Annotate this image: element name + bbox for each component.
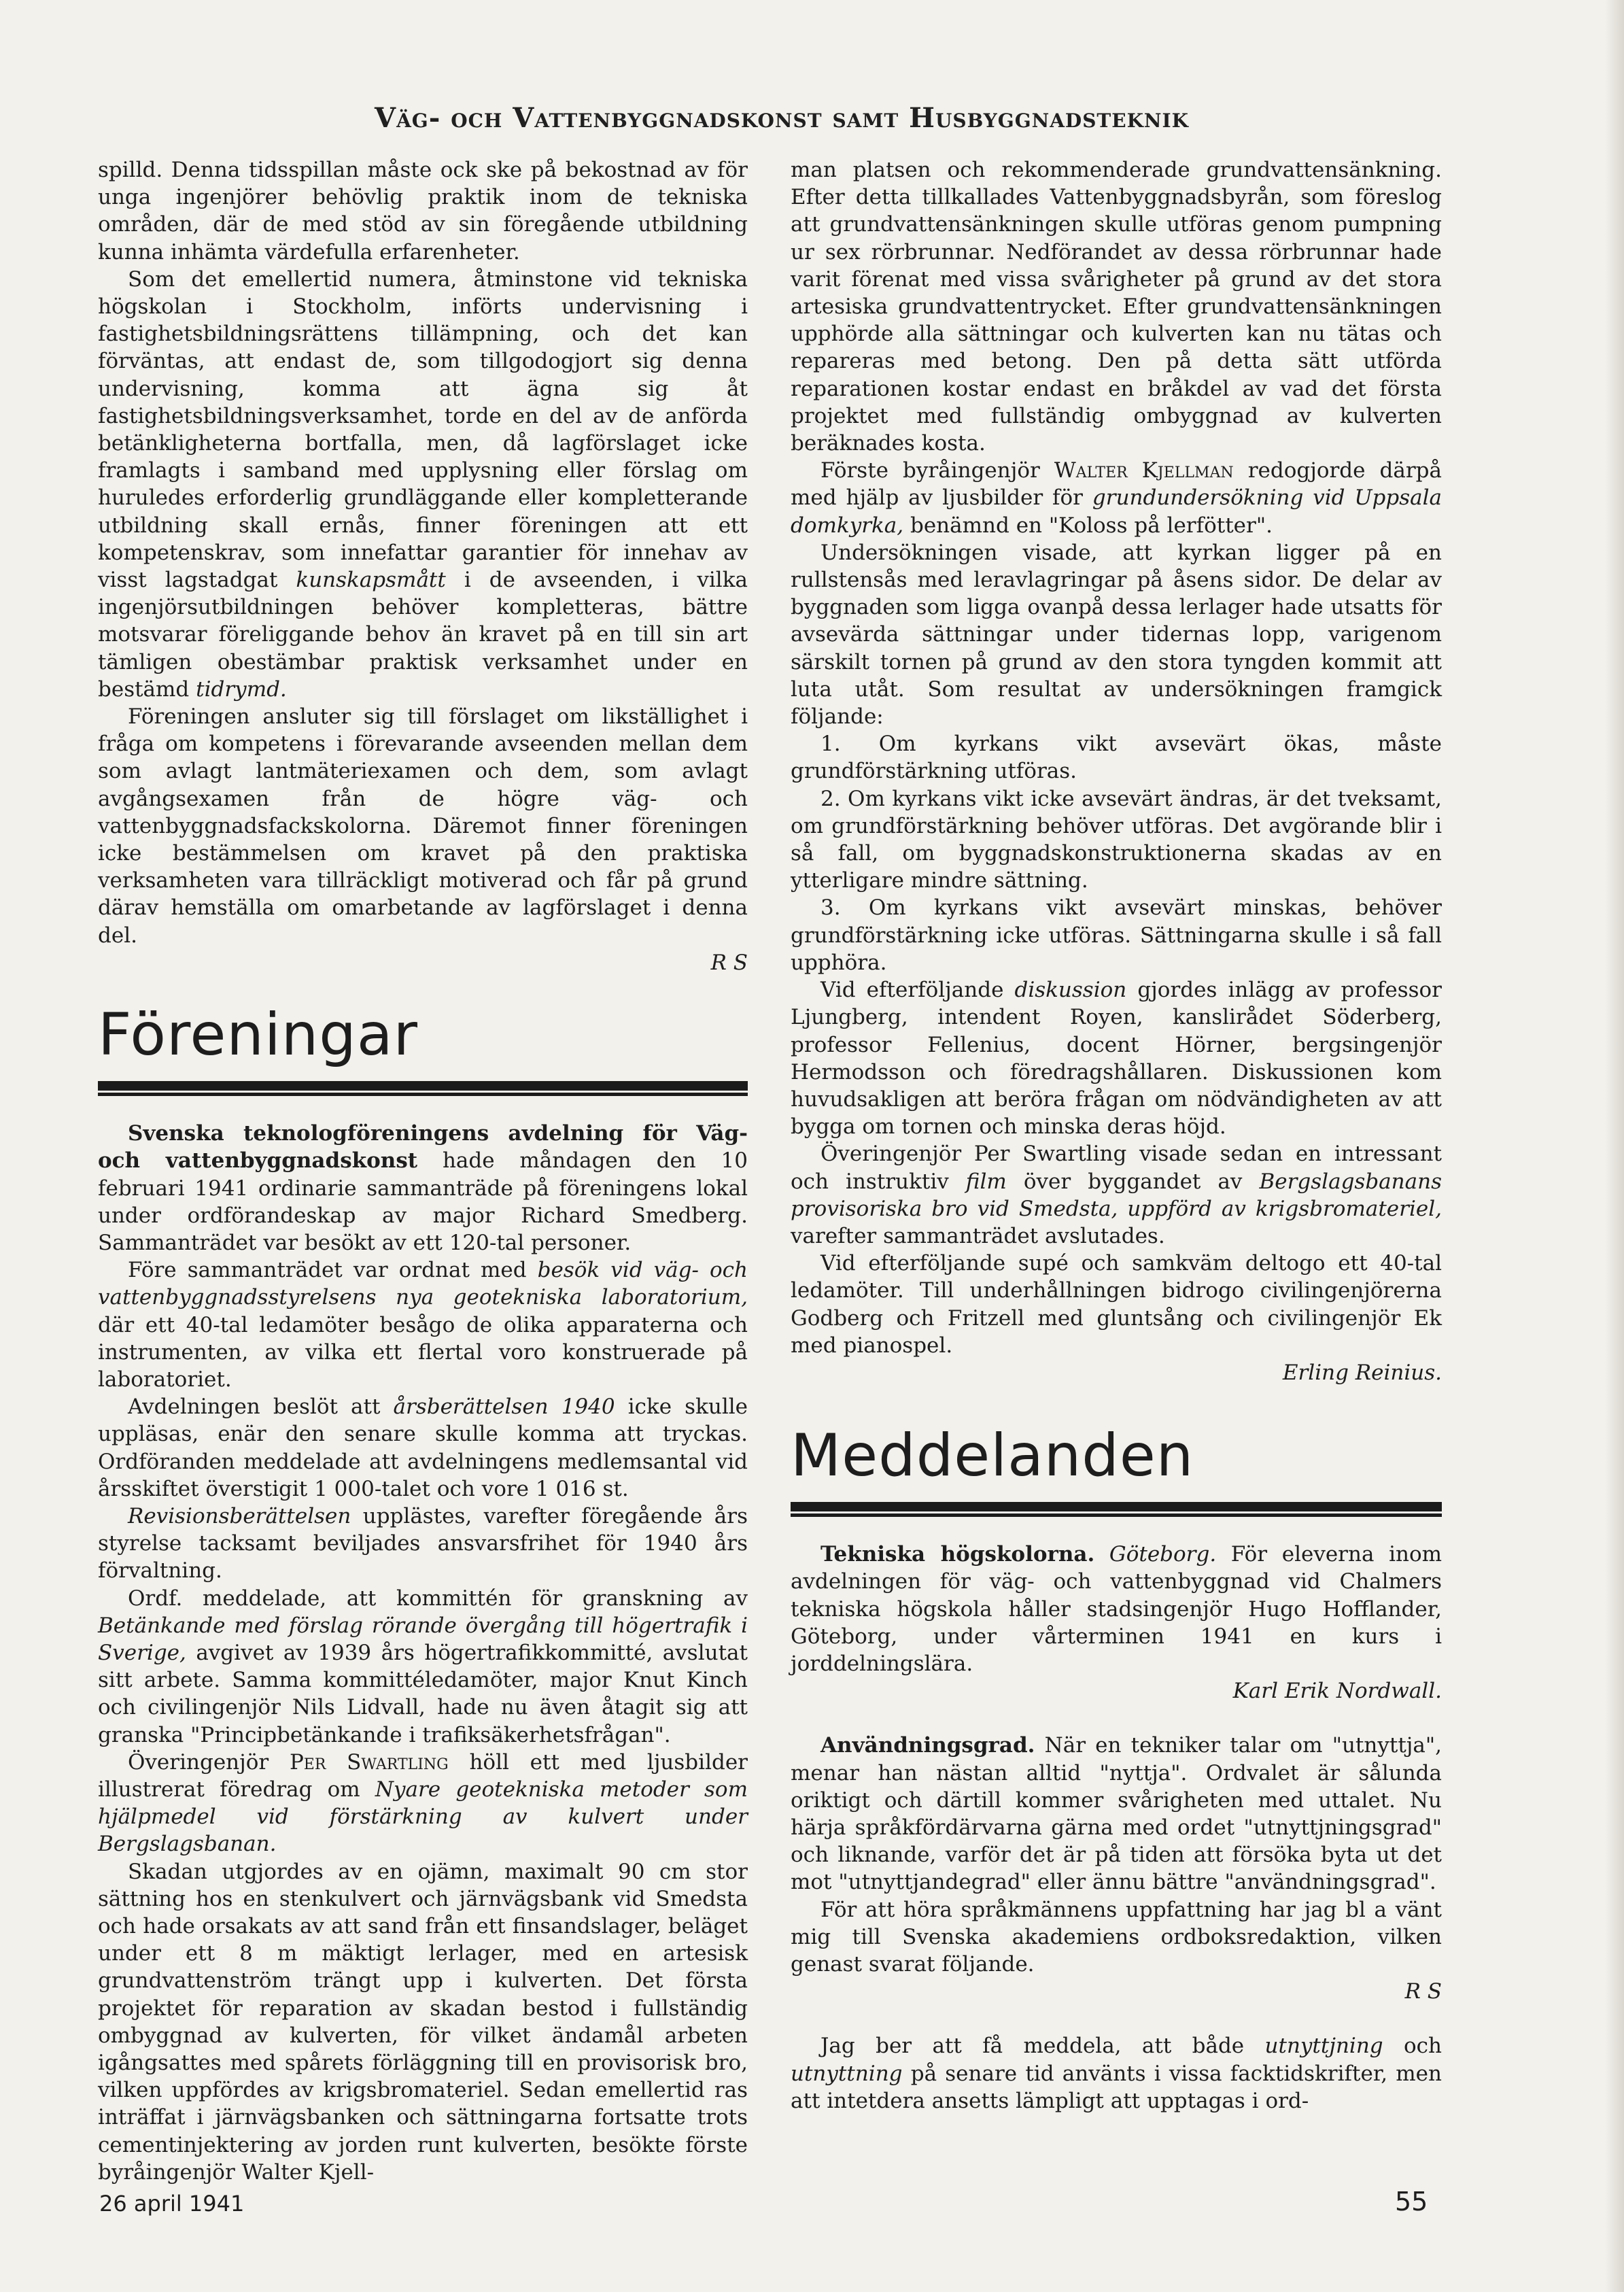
- signature: Erling Reinius.: [1282, 1360, 1442, 1385]
- text-run: Överingenjör: [128, 1749, 290, 1775]
- italic-term: film: [965, 1169, 1007, 1194]
- paragraph: Skadan utgjordes av en ojämn, maximalt 90 cm stor sättning hos en stenkulvert och järnvägsbank vid Smedsta och hade orsakats av att sand från ett finsandslager, beläget under ett 8 m mäktigt lerlager, med en artesisk grundvattenström trängt upp i kulverten. Det första projektet för reparation av skadan bestod i fullständig ombyggnad av kulverten, för vilket ändamål arbeten igångsattes med spårets förläggning till en provisorisk bro, vilken uppfördes av krigsbromateriel. Sedan emellertid ras inträffat i järnvägsbanken och sättningarna fortsatte trots cementinjektering av jorden runt kulverten, besökte förste byråingenjör Walter Kjell-: [98, 1859, 748, 2185]
- text-run: benämnd en "Koloss på lerfötter".: [903, 513, 1273, 538]
- text-run: upplästes, varefter föregående års styrelse tacksamt beviljades ansvarsfrihet för 1940 års förvaltning.: [98, 1503, 748, 1584]
- italic-term: diskussion: [1014, 978, 1127, 1003]
- paragraph: [98, 1749, 748, 1858]
- paragraph: [791, 457, 1442, 539]
- text-run: på senare tid använts i vissa facktidskrifter, men att intetdera ansetts lämpligt att upptagas i ord-: [791, 2061, 1442, 2113]
- text-run: och: [1383, 2034, 1442, 2059]
- text-run: Jag ber att få meddela, att både: [820, 2034, 1265, 2059]
- italic-term: besök vid väg- och vattenbyggnadsstyrelsens nya geotekniska laboratorium,: [98, 1258, 748, 1310]
- section-heading-meddelanden: Meddelanden: [791, 1422, 1194, 1490]
- paragraph: man platsen och rekommenderade grundvattensänkning. Efter detta tillkallades Vattenbyggnadsbyrån, som föreslog att grundvattensänkningen skulle utföras genom pumpning ur sex rörbrunnar. Nedförandet av dessa rörbrunnar hade varit förenat med vissa svårigheter på grund av det stora artesiska grundvattentrycket. Efter grundvattensänkningen upphörde alla sättningar och kulverten kan nu tätas och repareras med betong. Den på detta sätt utförda reparationen kostar endast en bråkdel av vad det första projektet med fullständig ombyggnad av kulverten beräknades kosta.: [791, 158, 1442, 456]
- spacer: [791, 2005, 1442, 2032]
- text-run: där ett 40-tal ledamöter besågo de olika apparaterna och instrumenten, av vilka ett flertal voro konstruerade på laboratoriet.: [98, 1312, 748, 1392]
- text-run: Överingenjör Per Swartling visade sedan en intressant och instruktiv: [791, 1142, 1442, 1194]
- footer-date: 26 april 1941: [99, 2191, 245, 2217]
- list-item: 3. Om kyrkans vikt avsevärt minskas, behöver grundförstärkning icke utföras. Sättningarna skulle i så fall upphöra.: [791, 895, 1442, 975]
- left-column: [98, 156, 748, 2186]
- italic-term: Nyare geotekniska metoder som hjälpmedel vid förstärkning av kulvert under Bergslagsbanan.: [98, 1777, 748, 1857]
- text-run: gjordes inlägg av professor Ljungberg, intendent Royen, kanslirådet Söderberg, professor Fellenius, docent Hörner, bergsingenjör Hermodsson och föredragshållaren. Diskussionen kom huvudsakligen att beröra frågan om nödvändigheten av att bygga om tornen och minska deras höjd.: [791, 978, 1442, 1140]
- text-run: Före sammanträdet var ordnat med: [128, 1258, 538, 1283]
- paragraph: [791, 1541, 1442, 1677]
- paragraph: Vid efterföljande supé och samkväm deltogo ett 40-tal ledamöter. Till underhållningen bidrogo civilingenjörerna Godberg och Fritzell med gluntsång och civilingenjör Ek med pianospel.: [791, 1251, 1442, 1358]
- bold-lead: Användningsgrad.: [820, 1733, 1035, 1758]
- text-run: redogjorde därpå med hjälp av ljusbilder för: [791, 458, 1442, 511]
- paragraph: [98, 1585, 748, 1749]
- spacer: [791, 1705, 1442, 1732]
- paragraph: [98, 266, 748, 703]
- bold-lead: Tekniska högskolorna.: [820, 1542, 1095, 1567]
- text-run: Vid efterföljande: [820, 978, 1015, 1003]
- paragraph: För att höra språkmännens uppfattning har jag bl a vänt mig till Svenska akademiens ordboksredaktion, vilken genast svarat följande.: [791, 1897, 1442, 1977]
- paragraph: [98, 1256, 748, 1393]
- signature: R S: [710, 950, 748, 975]
- text-run: Ordf. meddelade, att kommittén för granskning av: [128, 1586, 748, 1611]
- right-column: [791, 156, 1442, 2115]
- text-run: varefter sammanträdet avslutades.: [791, 1223, 1165, 1248]
- signature: Karl Erik Nordwall.: [1232, 1679, 1442, 1704]
- italic-term: utnyttjning: [1264, 2034, 1383, 2059]
- list-item: 1. Om kyrkans vikt avsevärt ökas, måste grundförstärkning utföras.: [791, 732, 1442, 784]
- small-caps-name: Walter Kjellman: [1054, 458, 1234, 483]
- italic-term: utnyttning: [791, 2061, 903, 2086]
- small-caps-name: Per Swartling: [289, 1749, 449, 1775]
- paragraph: [98, 1393, 748, 1503]
- text-run: i de avseenden, i vilka ingenjörsutbildningen behöver kompletteras, bättre motsvarar föreliggande behov än kravet på en till sin art tämligen obestämbar praktisk verksamhet under en bestämd: [98, 568, 748, 702]
- signature: R S: [1404, 1979, 1442, 2004]
- text-run: icke skulle uppläsas, enär den senare skulle komma att tryckas. Ordföranden meddelade att avdelningens medlemsantal vid årsskiftet överstigit 1 000-talet och vore 1 016 st.: [98, 1395, 748, 1501]
- running-header: Väg- och Vattenbyggnadskonst samt Husbyggnadsteknik: [375, 102, 1189, 134]
- text-run: För eleverna inom avdelningen för väg- och vattenbyggnad vid Chalmers tekniska högskola håller stadsingenjör Hugo Hofflander, Göteborg, under vårterminen 1941 en kurs i jorddelningslära.: [791, 1542, 1442, 1676]
- text-run: Avdelningen beslöt att: [128, 1395, 394, 1420]
- italic-term: Betänkande med förslag rörande övergång till högertrafik i Sverige,: [98, 1613, 748, 1665]
- paragraph: [98, 1503, 748, 1585]
- page-number: 55: [1395, 2187, 1428, 2217]
- text-run: Förste byråingenjör: [820, 458, 1054, 483]
- text-run: avgivet av 1939 års högertrafikkommitté, avslutat sitt arbete. Samma kommittéledamöter, major Knut Kinch och civilingenjör Nils Lidvall, hade nu även åtagit sig att granska "Principbetänkande i trafiksäkerhetsfrågan".: [98, 1640, 748, 1747]
- paragraph: spilld. Denna tidsspillan måste ock ske på bekostnad av för unga ingenjörer behövlig praktik inom de tekniska områden, där de med stöd av sin föregående utbildning kunna inhämta värdefulla erfarenheter.: [98, 158, 748, 264]
- text-run: När en tekniker talar om "utnyttja", menar han nästan alltid "nyttja". Ordvalet är sålunda oriktigt och därtill kommer svårigheten med uttalet. Nu härja språkfördärvarna gärna med ordet "utnyttjningsgrad" och liknande, varför det är på tiden att försöka byta ut det mot "utnyttjandegrad" eller ännu bättre "användningsgrad".: [791, 1733, 1442, 1895]
- list-item: 2. Om kyrkans vikt icke avsevärt ändras, är det tveksamt, om grundförstärkning behöver utföras. Det avgörande blir i så fall, om byggnadskonstruktionerna skadas av en ytterligare mindre sättning.: [791, 786, 1442, 893]
- text-run: Som det emellertid numera, åtminstone vid tekniska högskolan i Stockholm, införts undervisning i fastighetsbildningsrättens tillämpning, och det kan förväntas, att endast de, som tillgodogjort sig denna undervisning, komma att ägna sig åt fastighetsbildningsverksamhet, torde en del av de anförda betänkligheterna bortfalla, men, då lagförslaget icke framlagts i samband med upplysning eller förslag om huruledes erforderlig grundläggande eller kompletterande utbildning skall ernås, finner föreningen att ett kompetenskrav, som innefattar garantier för innehav av visst lagstadgat: [98, 267, 748, 593]
- italic-term: årsberättelsen 1940: [393, 1395, 615, 1420]
- bold-lead: Svenska teknologföreningens avdelning för Väg- och vattenbyggnadskonst: [98, 1121, 748, 1174]
- paragraph: [791, 976, 1442, 1140]
- italic-term: kunskapsmått: [296, 568, 446, 593]
- italic-term: tidrymd.: [196, 677, 287, 702]
- paragraph: [791, 2032, 1442, 2115]
- italic-term: grundundersökning vid Uppsala domkyrka,: [791, 485, 1442, 538]
- italic-term: Bergslagsbanans provisoriska bro vid Smedsta, uppförd av krigsbromateriel,: [791, 1169, 1442, 1221]
- italic-term: Revisionsberättelsen: [128, 1503, 351, 1528]
- paragraph: [98, 1120, 748, 1256]
- page-edge: [1605, 0, 1624, 2292]
- heading-rule: [791, 1502, 1442, 1513]
- text-run: hade måndagen den 10 februari 1941 ordinarie sammanträde på föreningens lokal under ordförandeskap av major Richard Smedberg. Sammanträdet var besökt av ett 120-tal personer.: [98, 1148, 748, 1255]
- paragraph: Undersökningen visade, att kyrkan ligger på en rullstensås med leravlagringar på åsens sidor. De delar av byggnaden som ligga ovanpå dessa lerlager hade utsatts för avsevärda sättningar under tidernas lopp, varigenom särskilt tornen på grund av den stora tyngden kommit att luta utåt. Som resultat av undersökningen framgick följande:: [791, 540, 1442, 730]
- paragraph: [791, 1140, 1442, 1250]
- paragraph: [791, 1732, 1442, 1896]
- paragraph: Föreningen ansluter sig till förslaget om likställighet i fråga om kompetens i förevarande avseenden mellan dem som avlagt lantmäteriexamen och dem, som avlagt avgångsexamen från de högre väg- och vattenbyggnadsfackskolorna. Däremot finner föreningen icke bestämmelsen om kravet på den praktiska verksamheten vara tillräckligt motiverad och får på grund därav hemställa om omarbetande av lagförslaget i denna del.: [98, 704, 748, 948]
- italic-term: Göteborg.: [1094, 1542, 1217, 1567]
- section-heading-foreningar: Föreningar: [98, 1001, 418, 1070]
- text-run: höll ett med ljusbilder illustrerat föredrag om: [98, 1749, 748, 1802]
- text-run: över byggandet av: [1006, 1169, 1260, 1194]
- heading-rule: [98, 1081, 748, 1093]
